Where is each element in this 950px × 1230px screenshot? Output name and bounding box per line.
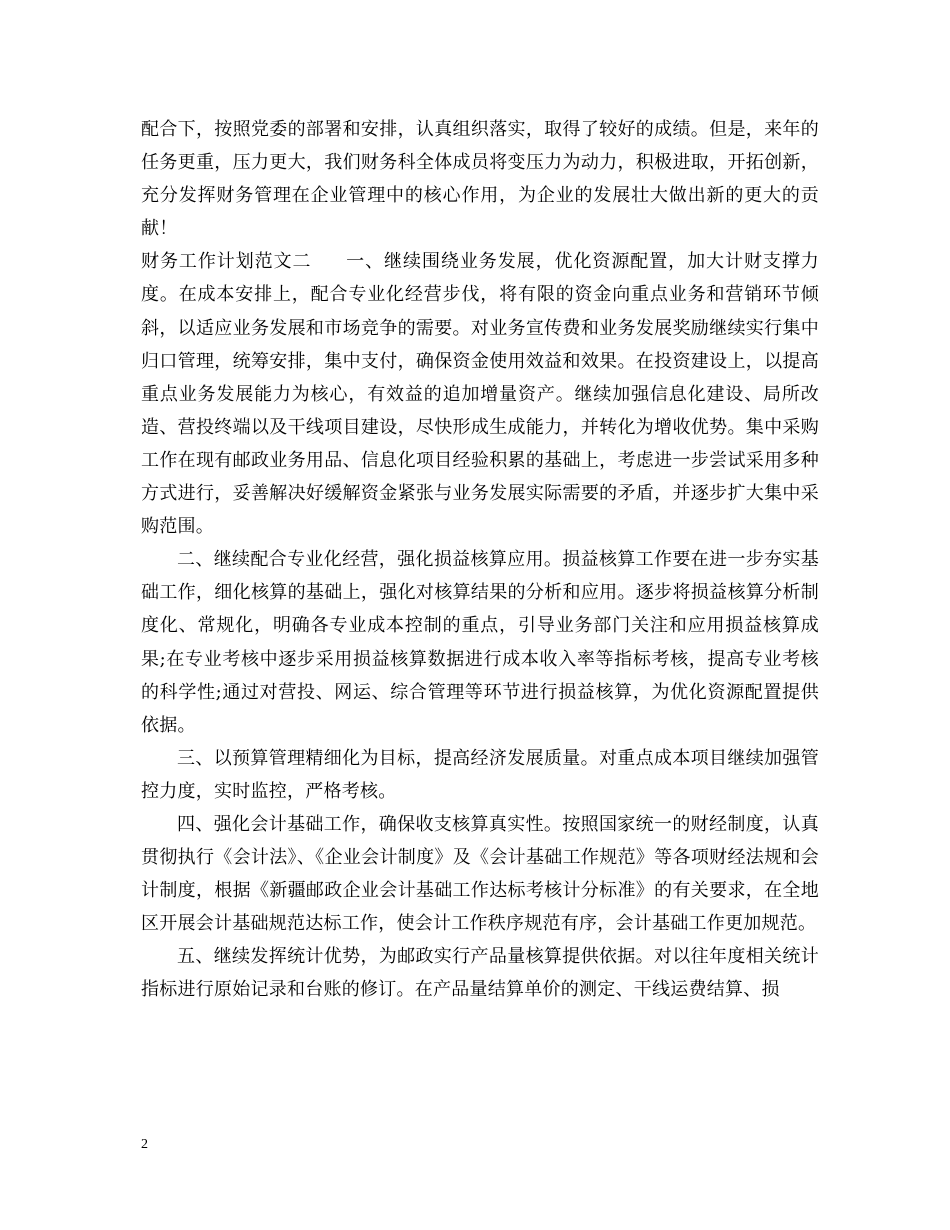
paragraph-item-3: [141, 742, 819, 808]
paragraph-text: 二、继续配合专业化经营，强化损益核算应用。损益核算工作要在进一步夯实基础工作，细化核算的基础上，强化对核算结果的分析和应用。逐步将损益核算分析制度化、常规化，明确各专业成本控制的重点，引导业务部门关注和应用损益核算成果;在专业考核中逐步采用损益核算数据进行成本收入率等指标考核，提高专业考核的科学性;通过对营投、网运、综合管理等环节进行损益核算，为优化资源配置提供依据。: [141, 549, 819, 736]
paragraph-text: 四、强化会计基础工作，确保收支核算真实性。按照国家统一的财经制度，认真贯彻执行《会计法》、《企业会计制度》及《会计基础工作规范》等各项财经法规和会计制度，根据《新疆邮政企业会计基础工作达标考核计分标准》的有关要求，在全地区开展会计基础规范达标工作，使会计工作秩序规范有序，会计基础工作更加规范。: [141, 813, 819, 935]
paragraph-text: 五、继续发挥统计优势，为邮政实行产品量核算提供依据。对以往年度相关统计指标进行原始记录和台账的修订。在产品量结算单价的测定、干线运费结算、损: [141, 946, 819, 1001]
paragraph-section-heading: [141, 245, 819, 543]
paragraph-text: 一、继续围绕业务发展，优化资源配置，加大计财支撑力度。在成本安排上，配合专业化经营步伐，将有限的资金向重点业务和营销环节倾斜，以适应业务发展和市场竞争的需要。对业务宣传费和业务发展奖励继续实行集中归口管理，统筹安排，集中支付，确保资金使用效益和效果。在投资建设上，以提高重点业务发展能力为核心，有效益的追加增量资产。继续加强信息化建设、局所改造、营投终端以及干线项目建设，尽快形成生成能力，并转化为增收优势。集中采购工作在现有邮政业务用品、信息化项目经验积累的基础上，考虑进一步尝试采用多种方式进行，妥善解决好缓解资金紧张与业务发展实际需要的矛盾，并逐步扩大集中采购范围。: [141, 251, 820, 538]
paragraph-continuation: [141, 113, 819, 245]
paragraph-item-2: [141, 543, 819, 742]
document-body: [141, 113, 819, 1007]
page-number: 2: [141, 1137, 148, 1152]
paragraph-item-5: [141, 940, 819, 1006]
paragraph-text: 三、以预算管理精细化为目标，提高经济发展质量。对重点成本项目继续加强管控力度，实时监控，严格考核。: [141, 747, 819, 802]
paragraph-text: 配合下，按照党委的部署和安排，认真组织落实，取得了较好的成绩。但是，来年的任务更重，压力更大，我们财务科全体成员将变压力为动力，积极进取，开拓创新，充分发挥财务管理在企业管理中的核心作用，为企业的发展壮大做出新的更大的贡献！: [141, 119, 819, 240]
paragraph-item-4: [141, 808, 819, 940]
section-heading: 财务工作计划范文二: [141, 251, 312, 273]
